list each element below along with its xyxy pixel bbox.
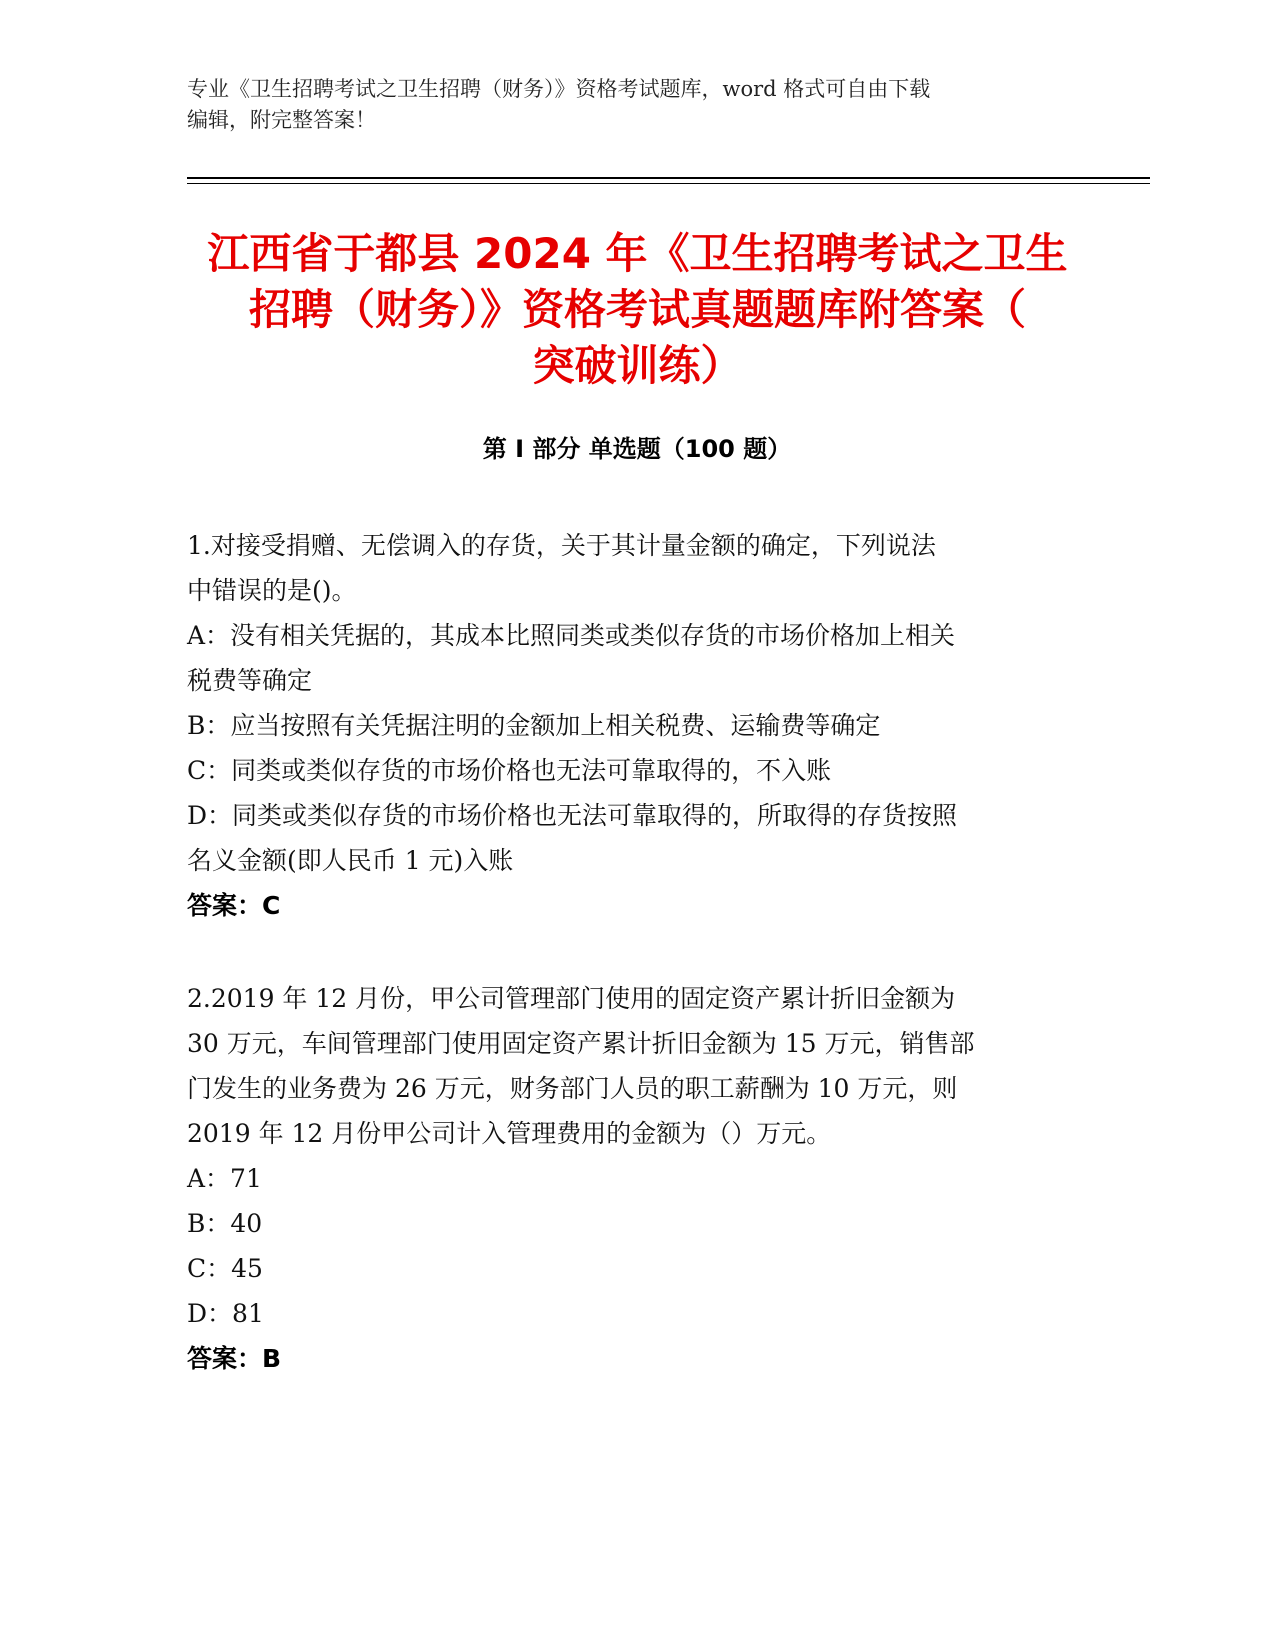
section-title: 第 I 部分 单选题（100 题） (482, 435, 792, 463)
document-title-line: 突破训练） (532, 341, 743, 390)
question-stem-line: 门发生的业务费为 26 万元，财务部门人员的职工薪酬为 10 万元，则 (187, 1074, 958, 1103)
question-stem-line: 2019 年 12 月份甲公司计入管理费用的金额为（）万元。 (187, 1119, 832, 1148)
option-a: A：71 (187, 1164, 262, 1193)
document-title (150, 226, 1125, 394)
document-title-line: 江西省于都县 2024 年《卫生招聘考试之卫生 (207, 229, 1068, 278)
question-stem-line: 中错误的是()。 (187, 576, 357, 605)
option-b: B：应当按照有关凭据注明的金额加上相关税费、运输费等确定 (187, 711, 881, 740)
option-c: C：45 (187, 1254, 263, 1283)
option-d: D：81 (187, 1299, 264, 1328)
option-a-continued: 税费等确定 (187, 666, 313, 695)
answer-line: 答案：C (187, 891, 281, 920)
question-1 (187, 523, 1087, 928)
question-2 (187, 976, 1087, 1381)
header-divider-thin (187, 183, 1150, 184)
document-title-line: 招聘（财务）》资格考试真题题库附答案（ (248, 285, 1026, 334)
option-a: A：没有相关凭据的，其成本比照同类或类似存货的市场价格加上相关 (187, 621, 956, 650)
header-divider-thick (187, 177, 1150, 179)
option-d: D：同类或类似存货的市场价格也无法可靠取得的，所取得的存货按照 (187, 801, 958, 830)
header-note (187, 74, 1067, 136)
header-note-line: 编辑，附完整答案！ (187, 108, 376, 132)
question-stem-line: 30 万元，车间管理部门使用固定资产累计折旧金额为 15 万元，销售部 (187, 1029, 975, 1058)
option-c: C：同类或类似存货的市场价格也无法可靠取得的，不入账 (187, 756, 832, 785)
option-d-continued: 名义金额(即人民币 1 元)入账 (187, 846, 514, 875)
option-b: B：40 (187, 1209, 263, 1238)
question-stem-line: 2.2019 年 12 月份，甲公司管理部门使用的固定资产累计折旧金额为 (187, 984, 956, 1013)
header-note-line: 专业《卫生招聘考试之卫生招聘（财务）》资格考试题库，word 格式可自由下载 (187, 77, 931, 101)
answer-line: 答案：B (187, 1344, 282, 1373)
question-stem-line: 1.对接受捐赠、无偿调入的存货，关于其计量金额的确定，下列说法 (187, 531, 936, 560)
